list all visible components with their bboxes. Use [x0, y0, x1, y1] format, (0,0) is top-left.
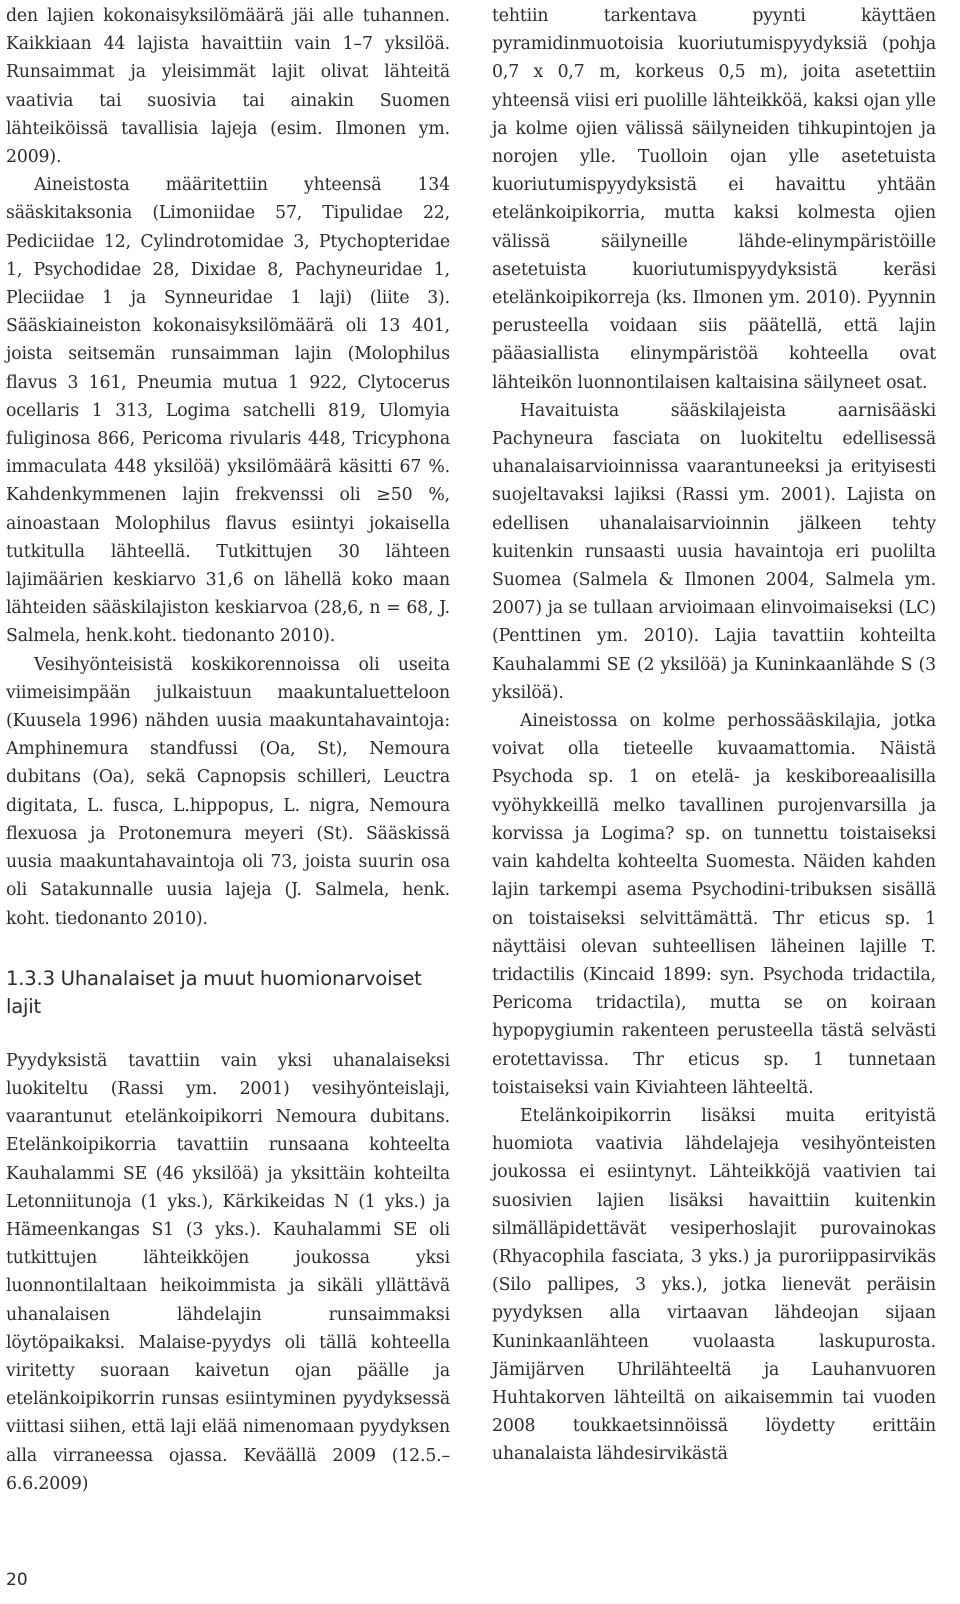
left-column [6, 2, 450, 1498]
paragraph: Aineistossa on kolme perhossääskilajia, jotka voivat olla tieteelle kuvaamattomia. Näistä Psychoda sp. 1 on etelä- ja keskiboreaalisilla vyöhykkeillä melko tavallinen purojenvarsilla ja korvissa ja Logima? sp. on tunnettu toistaiseksi vain kahdelta kohteelta Suomesta. Näiden kahden lajin tarkempi asema Psychodini-tribuksen sisällä on toistaiseksi selvittämättä. Thr eticus sp. 1 näyttäisi olevan suhteellisen läheinen lajille T. tridactilis (Kincaid 1899: syn. Psychoda tridactila, Pericoma tridactila), mutta se on koiraan hypopygiumin rakenteen perusteella tästä selvästi erotettavissa. Thr eticus sp. 1 tunnetaan toistaiseksi vain Kiviahteen lähteeltä. [492, 711, 936, 1098]
paragraph: tehtiin tarkentava pyynti käyttäen pyramidinmuotoisia kuoriutumispyydyksiä (pohja 0,7 x 0,7 m, korkeus 0,5 m), joita asetettiin yhteensä viisi eri puolille lähteikköä, kaksi ojan ylle ja kolme ojien välissä säilyneiden tihkupintojen ja norojen ylle. Tuolloin ojan ylle asetetuista kuoriutumispyydyksistä ei havaittu yhtään etelänkoipikorria, mutta kaksi kolmesta ojien välissä säilyneille lähde-elinympäristöille asetetuista kuoriutumispyydyksistä keräsi etelänkoipikorreja (ks. Ilmonen ym. 2010). Pyynnin perusteella voidaan siis päätellä, että lajin pääasiallista elinympäristöä kohteella ovat lähteikön luonnontilaisen kaltaisina säilyneet osat. [492, 6, 936, 393]
right-column [492, 2, 936, 1469]
paragraph: Havaituista sääskilajeista aarnisääski Pachyneura fasciata on luokiteltu edellisessä uhanalaisarvioinnissa vaarantuneeksi ja erityisesti suojeltavaksi lajiksi (Rassi ym. 2001). Lajista on edellisen uhanalaisarvioinnin jälkeen tehty kuitenkin runsaasti uusia havaintoja eri puolilta Suomea (Salmela & Ilmonen 2004, Salmela ym. 2007) ja se tullaan arvioimaan elinvoimaiseksi (LC) (Penttinen ym. 2010). Lajia tavattiin kohteilta Kauhalammi SE (2 yksilöä) ja Kuninkaanlähde S (3 yksilöä). [492, 400, 936, 703]
paragraph: Aineistosta määritettiin yhteensä 134 sääskitaksonia (Limoniidae 57, Tipulidae 22, Pediciidae 12, Cylindrotomidae 3, Ptychopteridae 1, Psychodidae 28, Dixidae 8, Pachyneuridae 1, Pleciidae 1 ja Synneuridae 1 laji) (liite 3). Sääskiaineiston kokonaisyksilömäärä oli 13 401, joista seitsemän runsaimman lajin (Molophilus flavus 3 161, Pneumia mutua 1 922, Clytocerus ocellaris 1 313, Logima satchelli 819, Ulomyia fuliginosa 866, Pericoma rivularis 448, Tricyphona immaculata 448 yksilöä) yksilömäärä käsitti 67 %. Kahdenkymmenen lajin frekvenssi oli ≥50 %, ainoastaan Molophilus flavus esiintyi jokaisella tutkitulla lähteellä. Tutkittujen 30 lähteen lajimäärien keskiarvo 31,6 on lähellä koko maan lähteiden sääskilajiston keskiarvoa (28,6, n = 68, J. Salmela, henk.koht. tiedonanto 2010). [6, 175, 450, 647]
page-number: 20 [6, 1570, 28, 1590]
paragraph: Pyydyksistä tavattiin vain yksi uhanalaiseksi luokiteltu (Rassi ym. 2001) vesihyönteislaji, vaarantunut etelänkoipikorri Nemoura dubitans. Etelänkoipikorria tavattiin runsaana kohteelta Kauhalammi SE (46 yksilöä) ja yksittäin kohteilta Letonniitunoja (1 yks.), Kärkikeidas N (1 yks.) ja Hämeenkangas S1 (3 yks.). Kauhalammi SE oli tutkittujen lähteikköjen joukossa yksi luonnontilaltaan heikoimmista ja sikäli yllättävä uhanalaisen lähdelajin runsaimmaksi löytöpaikaksi. Malaise-pyydys oli tällä kohteella viritetty suoraan kaivetun ojan päälle ja etelänkoipikorrin runsas esiintyminen pyydyksessä viittasi siihen, että laji elää nimenomaan pyydyksen alla virraneessa ojassa. Keväällä 2009 (12.5.–6.6.2009) [6, 1050, 450, 1494]
paragraph: den lajien kokonaisyksilömäärä jäi alle tuhannen. Kaikkiaan 44 lajista havaittiin vain 1–7 yksilöä. Runsaimmat ja yleisimmät lajit olivat lähteitä vaativia tai suosivia tai ainakin Suomen lähteiköissä tavallisia lajeja (esim. Ilmonen ym. 2009). [6, 6, 450, 168]
paragraph: Vesihyönteisistä koskikorennoissa oli useita viimeisimpään julkaistuun maakuntaluetteloon (Kuusela 1996) nähden uusia maakuntahavaintoja: Amphinemura standfussi (Oa, St), Nemoura dubitans (Oa), sekä Capnopsis schilleri, Leuctra digitata, L. fusca, L.hippopus, L. nigra, Nemoura flexuosa ja Protonemura meyeri (St). Sääskissä uusia maakuntahavaintoja oli 73, joista suurin osa oli Satakunnalle uusia lajeja (J. Salmela, henk. koht. tiedonanto 2010). [6, 654, 450, 929]
section-heading: 1.3.3 Uhanalaiset ja muut huomionarvoiset lajit [6, 966, 422, 1018]
paragraph: Etelänkoipikorrin lisäksi muita erityistä huomiota vaativia lähdelajeja vesihyönteisten joukossa ei esiintynyt. Lähteikköjä vaativien tai suosivien lajien lisäksi havaittiin kuitenkin silmälläpidettävät vesiperhoslajit purovainokas (Rhyacophila fasciata, 3 yks.) ja puroriippasirvikäs (Silo pallipes, 3 yks.), jotka lienevät peräisin pyydyksen alla virtaavan lähdeojan sijaan Kuninkaanlähteen vuolaasta laskupurosta. Jämijärven Uhrilähteeltä ja Lauhanvuoren Huhtakorven lähteiltä on aikaisemmin tai vuoden 2008 toukkaetsinnöissä löydetty erittäin uhanalaista lähdesirvikästä [492, 1105, 936, 1465]
